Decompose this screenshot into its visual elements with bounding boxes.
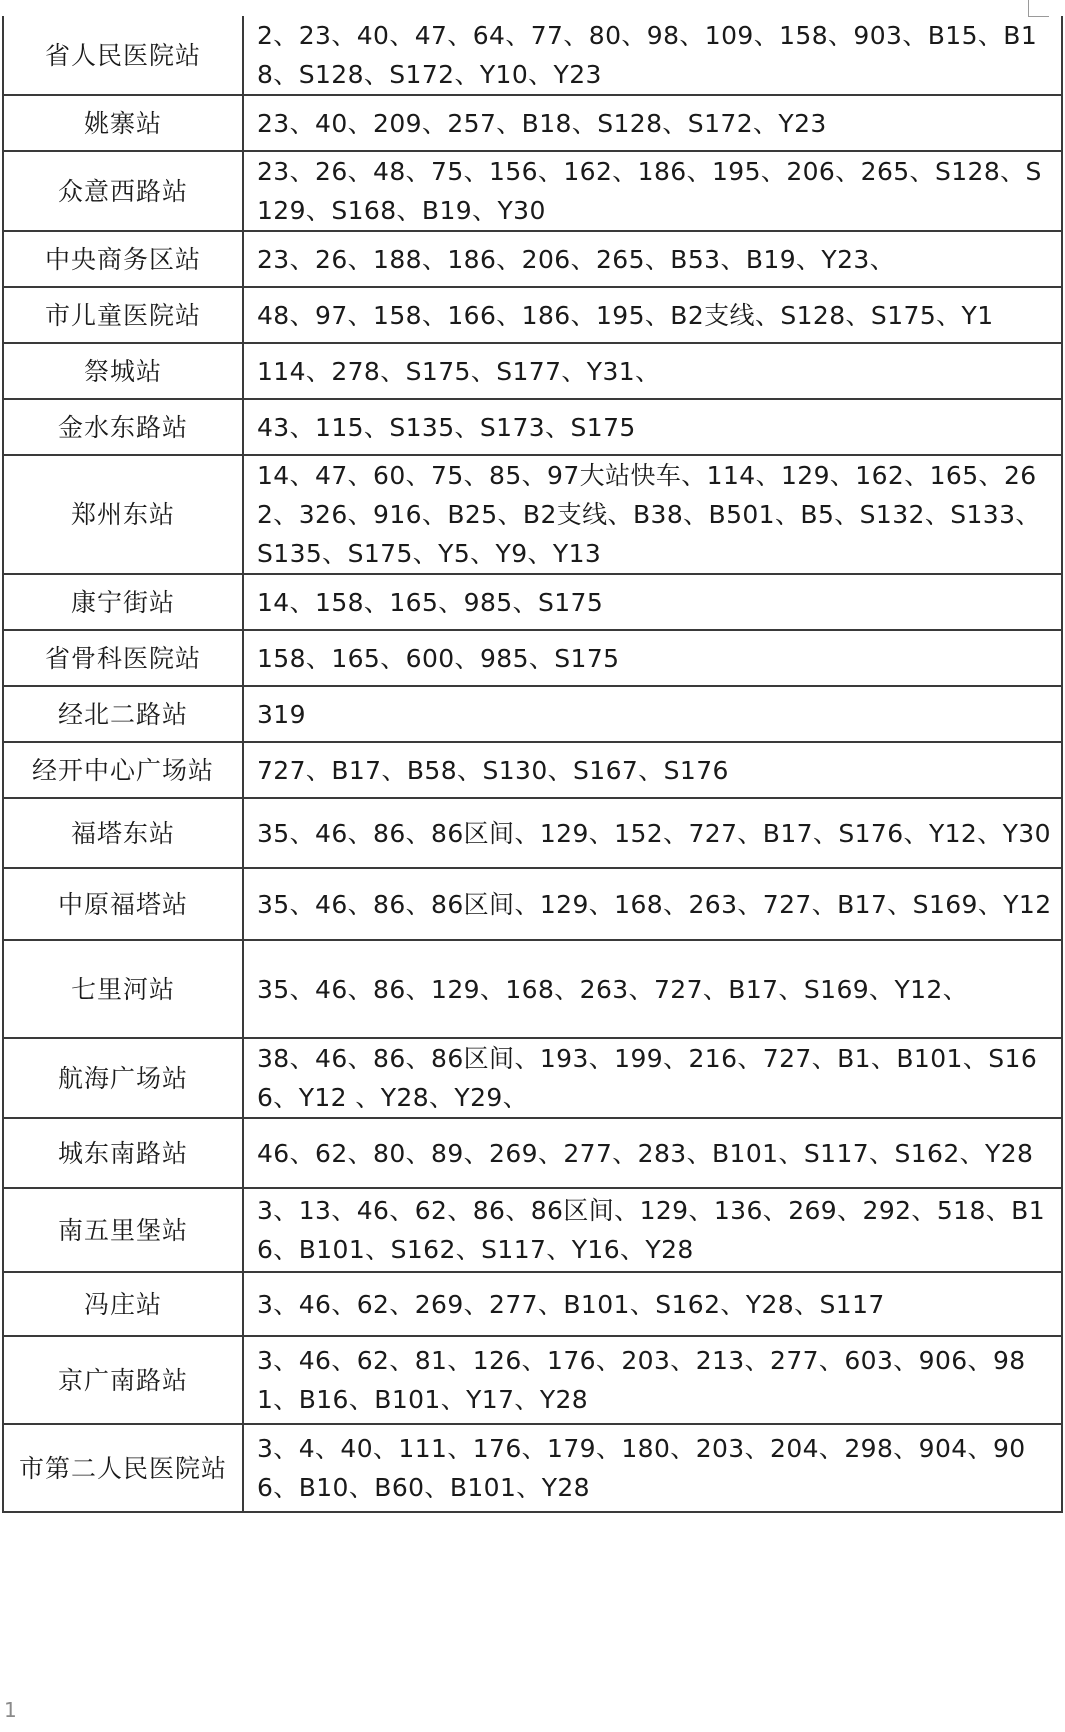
route-list: 35、46、86、86区间、129、152、727、B17、S176、Y12、Y30 <box>243 798 1062 868</box>
table-row <box>3 1038 1062 1118</box>
table-row <box>3 1336 1062 1424</box>
table-row <box>3 343 1062 399</box>
route-list: 23、26、188、186、206、265、B53、B19、Y23、 <box>243 231 1062 287</box>
route-list: 3、4、40、111、176、179、180、203、204、298、904、906、B10、B60、B101、Y28 <box>243 1424 1062 1512</box>
table-row <box>3 287 1062 343</box>
station-name: 中原福塔站 <box>3 868 243 940</box>
station-name: 金水东路站 <box>3 399 243 455</box>
route-list: 46、62、80、89、269、277、283、B101、S117、S162、Y28 <box>243 1118 1062 1188</box>
route-list: 3、46、62、81、126、176、203、213、277、603、906、981、B16、B101、Y17、Y28 <box>243 1336 1062 1424</box>
table-row <box>3 630 1062 686</box>
station-name: 中央商务区站 <box>3 231 243 287</box>
station-name: 康宁街站 <box>3 574 243 630</box>
station-name: 省骨科医院站 <box>3 630 243 686</box>
bus-route-table-container <box>2 16 1063 1513</box>
route-list: 48、97、158、166、186、195、B2支线、S128、S175、Y1 <box>243 287 1062 343</box>
station-name: 城东南路站 <box>3 1118 243 1188</box>
table-row <box>3 798 1062 868</box>
table-row <box>3 742 1062 798</box>
station-name: 京广南路站 <box>3 1336 243 1424</box>
route-list: 3、13、46、62、86、86区间、129、136、269、292、518、B16、B101、S162、S117、Y16、Y28 <box>243 1188 1062 1272</box>
route-list: 727、B17、B58、S130、S167、S176 <box>243 742 1062 798</box>
station-name: 姚寨站 <box>3 95 243 151</box>
station-name: 市儿童医院站 <box>3 287 243 343</box>
route-list: 14、47、60、75、85、97大站快车、114、129、162、165、262、326、916、B25、B2支线、B38、B501、B5、S132、S133、S135、S175、Y5、Y9、Y13 <box>243 455 1062 574</box>
route-list: 2、23、40、47、64、77、80、98、109、158、903、B15、B18、S128、S172、Y10、Y23 <box>243 16 1062 95</box>
station-name: 市第二人民医院站 <box>3 1424 243 1512</box>
station-name: 省人民医院站 <box>3 16 243 95</box>
route-list: 23、26、48、75、156、162、186、195、206、265、S128、S129、S168、B19、Y30 <box>243 151 1062 231</box>
station-name: 七里河站 <box>3 940 243 1038</box>
route-list: 158、165、600、985、S175 <box>243 630 1062 686</box>
station-name: 冯庄站 <box>3 1272 243 1336</box>
route-list: 319 <box>243 686 1062 742</box>
table-row <box>3 231 1062 287</box>
route-list: 3、46、62、269、277、B101、S162、Y28、S117 <box>243 1272 1062 1336</box>
table-row <box>3 868 1062 940</box>
route-list: 35、46、86、86区间、129、168、263、727、B17、S169、Y12 <box>243 868 1062 940</box>
route-list: 38、46、86、86区间、193、199、216、727、B1、B101、S166、Y12 、Y28、Y29、 <box>243 1038 1062 1118</box>
station-name: 航海广场站 <box>3 1038 243 1118</box>
table-row <box>3 1118 1062 1188</box>
table-row <box>3 940 1062 1038</box>
route-list: 14、158、165、985、S175 <box>243 574 1062 630</box>
page-corner-mark <box>1028 0 1049 17</box>
route-list: 43、115、S135、S173、S175 <box>243 399 1062 455</box>
route-list: 23、40、209、257、B18、S128、S172、Y23 <box>243 95 1062 151</box>
station-name: 祭城站 <box>3 343 243 399</box>
table-row <box>3 399 1062 455</box>
table-row <box>3 1424 1062 1512</box>
station-name: 经北二路站 <box>3 686 243 742</box>
table-row <box>3 686 1062 742</box>
station-name: 福塔东站 <box>3 798 243 868</box>
table-row <box>3 455 1062 574</box>
route-list: 35、46、86、129、168、263、727、B17、S169、Y12、 <box>243 940 1062 1038</box>
table-row <box>3 574 1062 630</box>
table-row <box>3 1188 1062 1272</box>
bus-route-table <box>2 16 1063 1513</box>
station-name: 众意西路站 <box>3 151 243 231</box>
table-row <box>3 95 1062 151</box>
page-number: 1 <box>4 1698 17 1722</box>
table-row <box>3 1272 1062 1336</box>
station-name: 经开中心广场站 <box>3 742 243 798</box>
station-name: 郑州东站 <box>3 455 243 574</box>
table-row <box>3 151 1062 231</box>
station-name: 南五里堡站 <box>3 1188 243 1272</box>
table-row <box>3 16 1062 95</box>
route-list: 114、278、S175、S177、Y31、 <box>243 343 1062 399</box>
